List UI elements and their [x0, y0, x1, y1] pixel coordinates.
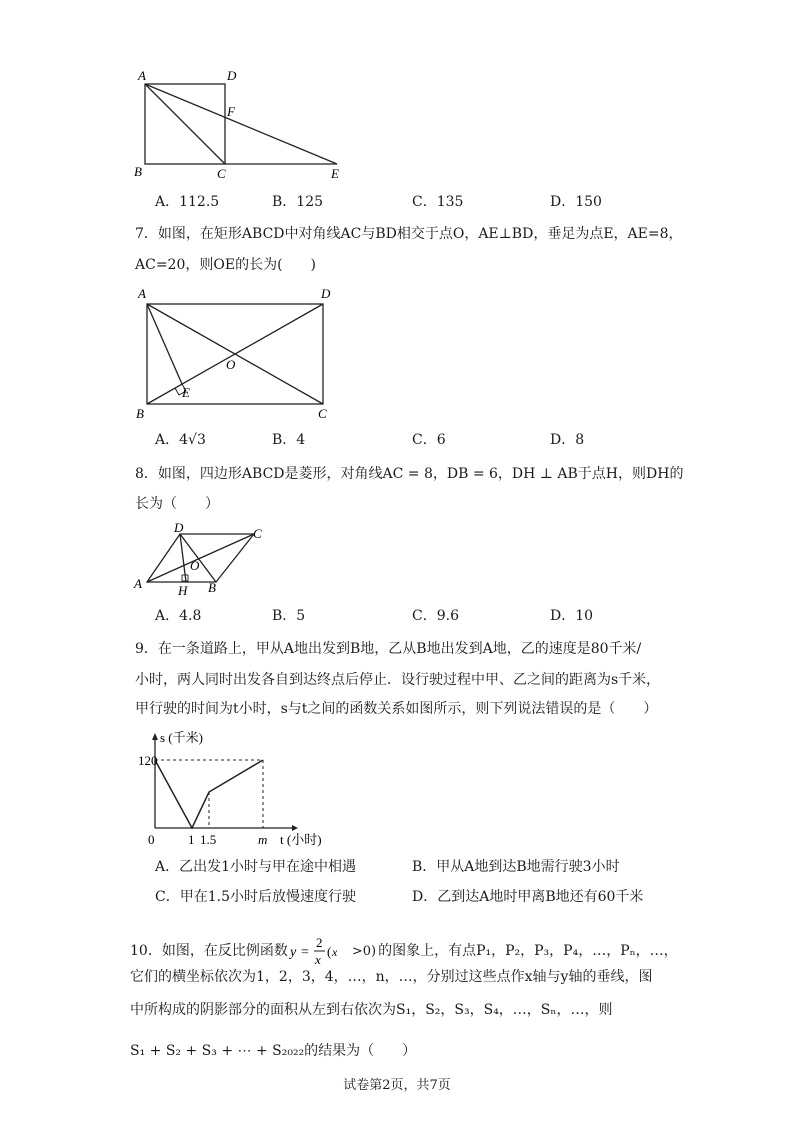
q9-option-d[interactable]: D．乙到达A地时甲离B地还有60千米 — [412, 889, 644, 905]
x-axis-label: t (小时) — [280, 832, 322, 847]
y-axis-label: s (千米) — [160, 730, 203, 745]
q8-line2: 长为（ ） — [135, 496, 219, 512]
q9-line3: 甲行驶的时间为t小时，s与t之间的函数关系如图所示，则下列说法错误的是（ ） — [135, 701, 658, 717]
svg-text:x: x — [314, 952, 321, 967]
tick-120: 120 — [138, 753, 158, 768]
svg-text:2: 2 — [315, 935, 323, 950]
label-a: A — [138, 286, 146, 301]
label-o: O — [190, 558, 200, 573]
formula-y-2-over-x: y = 2 x ( x >0) — [289, 935, 377, 967]
label-c: C — [253, 526, 262, 541]
svg-text:(: ( — [326, 944, 332, 959]
q10-line1-prefix: 10．如图，在反比例函数 — [130, 943, 288, 959]
figure-distance-time-graph — [140, 728, 340, 850]
label-o: O — [226, 357, 236, 372]
q6-option-b[interactable]: B．125 — [272, 194, 324, 210]
q9-option-c[interactable]: C．甲在1.5小时后放慢速度行驶 — [155, 889, 356, 905]
q8-line1: 8．如图，四边形ABCD是菱形，对角线AC = 8，DB = 6，DH ⊥ AB于点H，则DH的 — [135, 466, 684, 482]
figure-square-abcd — [128, 66, 358, 182]
q9-option-a[interactable]: A．乙出发1小时与甲在途中相遇 — [155, 859, 357, 875]
q10-line1-suffix: 的图象上，有点P₁，P₂，P₃，P₄，…，Pₙ，…， — [378, 943, 678, 959]
q7-line1: 7．如图，在矩形ABCD中对角线AC与BD相交于点O，AE⊥BD，垂足为点E，AE=8， — [135, 226, 683, 242]
figure-rhombus-abcd — [130, 522, 275, 596]
tick-1-5: 1.5 — [200, 832, 217, 847]
label-b: B — [208, 580, 216, 595]
svg-text:x: x — [331, 945, 338, 959]
label-d: D — [321, 286, 331, 301]
q8-option-d[interactable]: D．10 — [550, 608, 594, 624]
q9-line1: 9．在一条道路上，甲从A地出发到B地，乙从B地出发到A地，乙的速度是80千米/ — [135, 641, 642, 657]
q9-line2: 小时，两人同时出发各自到达终点后停止．设行驶过程中甲、乙之间的距离为s千米， — [135, 672, 661, 688]
q7-line2: AC=20，则OE的长为( ) — [135, 257, 316, 273]
label-c: C — [318, 406, 327, 421]
label-a: A — [134, 576, 142, 591]
q10-line4: S₁ + S₂ + S₃ + ⋯ + S₂₀₂₂的结果为（ ） — [130, 1043, 417, 1059]
label-h: H — [178, 583, 188, 598]
label-e: E — [331, 166, 339, 181]
page-footer: 试卷第2页，共7页 — [343, 1078, 451, 1093]
q10-line1 — [130, 935, 678, 967]
tick-m: m — [258, 832, 268, 847]
q6-option-c[interactable]: C．135 — [412, 194, 464, 210]
label-f: F — [227, 104, 235, 119]
label-d: D — [174, 520, 184, 535]
q7-option-d[interactable]: D．8 — [550, 432, 585, 448]
q9-option-b[interactable]: B．甲从A地到达B地需行驶3小时 — [412, 859, 620, 875]
tick-1: 1 — [188, 832, 195, 847]
q8-option-a[interactable]: A．4.8 — [155, 608, 202, 624]
q7-option-b[interactable]: B．4 — [272, 432, 306, 448]
figure-rectangle-abcd — [130, 284, 342, 422]
label-d: D — [227, 68, 237, 83]
q7-option-a[interactable]: A．4√3 — [155, 432, 206, 448]
q10-line2: 它们的横坐标依次为1，2，3，4，…，n，…，分别过这些点作x轴与y轴的垂线，图 — [130, 969, 653, 985]
svg-text:=: = — [300, 945, 309, 960]
label-e: E — [182, 385, 190, 400]
svg-text:y: y — [289, 945, 297, 960]
label-c: C — [217, 166, 226, 181]
label-a: A — [138, 68, 146, 83]
q10-line3: 中所构成的阴影部分的面积从左到右依次为S₁，S₂，S₃，S₄，…，Sₙ，…，则 — [130, 1002, 613, 1018]
q6-option-a[interactable]: A．112.5 — [155, 194, 220, 210]
q8-option-c[interactable]: C．9.6 — [412, 608, 459, 624]
tick-0: 0 — [148, 832, 155, 847]
label-b: B — [136, 406, 144, 421]
q8-option-b[interactable]: B．5 — [272, 608, 306, 624]
q6-option-d[interactable]: D．150 — [550, 194, 602, 210]
label-b: B — [134, 164, 142, 179]
q7-option-c[interactable]: C．6 — [412, 432, 446, 448]
